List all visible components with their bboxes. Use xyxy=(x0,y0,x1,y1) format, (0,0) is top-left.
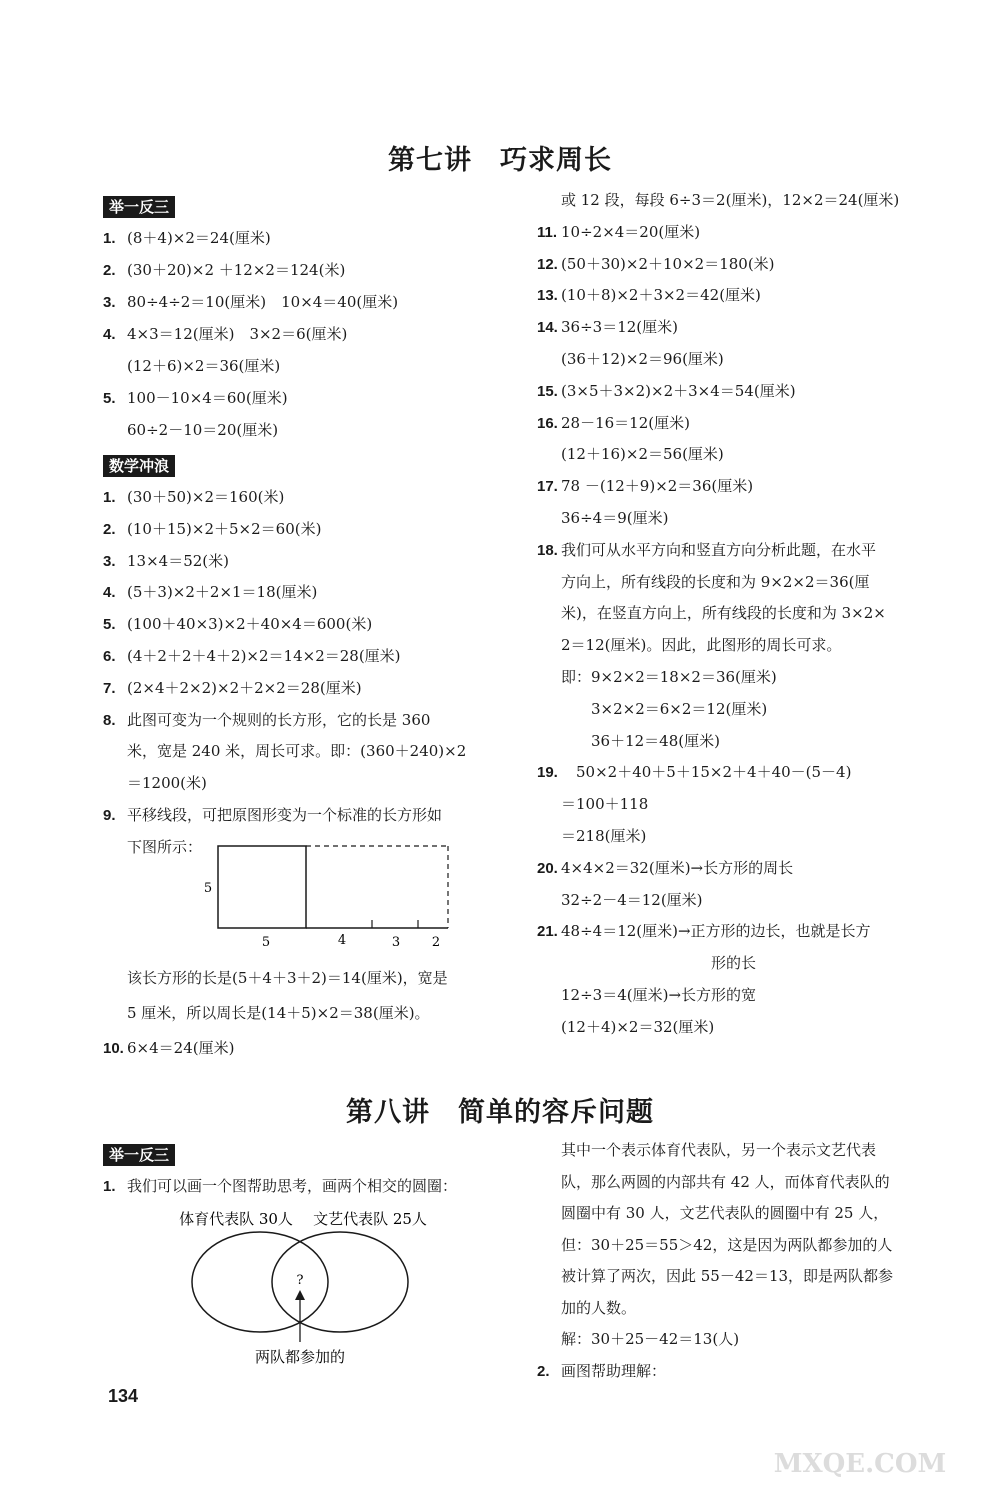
l7-left2-line xyxy=(103,678,362,699)
venn-circle-arts xyxy=(272,1232,408,1332)
item-number: 6. xyxy=(103,648,116,665)
item-text: 48÷4＝12(厘米)→正方形的边长，也就是长方 xyxy=(561,922,871,941)
l7-right-line xyxy=(537,349,724,369)
item-text: 2＝12(厘米)。因此，此图形的周长可求。 xyxy=(561,636,842,655)
l7-left1-line xyxy=(103,228,271,249)
item-number: 9. xyxy=(103,807,116,824)
l7-right-line xyxy=(537,635,841,655)
item-number: 3. xyxy=(103,552,116,570)
item-text: 此图可变为一个规则的长方形，它的长是 360 xyxy=(127,710,431,729)
item-number: 1. xyxy=(103,489,116,506)
item-text: 或 12 段，每段 6÷3＝2(厘米)，12×2＝24(厘米) xyxy=(561,191,900,209)
item-text: 我们可从水平方向和竖直方向分析此题，在水平 xyxy=(561,540,877,559)
item-text: 10÷2×4＝20(厘米) xyxy=(561,222,701,241)
item-text: (12＋6)×2＝36(厘米) xyxy=(127,357,281,375)
lecture8-title: 第八讲 简单的容斥问题 xyxy=(346,1097,654,1128)
l7-left2-line xyxy=(103,487,284,508)
item-text: 下图所示： xyxy=(127,837,203,856)
l8-right-line xyxy=(537,1361,666,1382)
l7-right-line xyxy=(537,699,767,719)
item-number: 4. xyxy=(103,584,116,602)
item-text: (4＋2＋2＋4＋2)×2＝14×2＝28(厘米) xyxy=(127,647,401,665)
venn-circle-sports xyxy=(192,1232,328,1332)
l8-right-line xyxy=(537,1140,876,1160)
venn-label-right: 文艺代表队 25人 xyxy=(313,1210,427,1228)
venn-diagram xyxy=(170,1200,430,1370)
venn-label-left: 体育代表队 30人 xyxy=(179,1210,293,1228)
l7-left2-line xyxy=(103,519,321,540)
l7-left1-line xyxy=(103,292,398,313)
item-text: 队，那么两圆的内部共有 42 人，而体育代表队的 xyxy=(561,1172,890,1191)
item-text: (12＋4)×2＝32(厘米) xyxy=(561,1017,715,1036)
item-number: 14. xyxy=(537,319,558,337)
venn-pointer-label: 两队都参加的 xyxy=(254,1348,346,1366)
item-number: 18. xyxy=(537,541,558,559)
item-number: 11. xyxy=(537,223,558,241)
item-number: 5. xyxy=(103,390,116,407)
l8-right-line xyxy=(537,1329,739,1349)
item-number: 8. xyxy=(103,711,116,729)
item-text: 米)，在竖直方向上，所有线段的长度和为 3×2× xyxy=(561,604,886,623)
l7-left1-line xyxy=(103,260,345,281)
item-text: 加的人数。 xyxy=(561,1298,637,1317)
item-text: 被计算了两次，因此 55－42＝13，即是两队都参 xyxy=(561,1267,894,1285)
l7-right-line xyxy=(537,667,777,687)
watermark-logo xyxy=(740,1420,980,1480)
item-text: (8＋4)×2＝24(厘米) xyxy=(127,229,271,247)
l7-right-line xyxy=(537,540,876,561)
item-number: 4. xyxy=(103,326,116,343)
item-text: ＝100＋118 xyxy=(561,795,649,814)
item-text: (50＋30)×2＋10×2＝180(米) xyxy=(561,254,775,273)
item-text: 80÷4÷2＝10(厘米) 10×4＝40(厘米) xyxy=(127,293,399,311)
l7-right-line xyxy=(537,953,756,973)
item-text: 32÷2－4＝12(厘米) xyxy=(561,890,703,909)
item-number: 21. xyxy=(537,923,558,941)
l7-right-line xyxy=(537,222,700,243)
item-text: 我们可以画一个图帮助思考，画两个相交的圆圈： xyxy=(127,1177,458,1195)
l8-right-line xyxy=(537,1172,890,1192)
item-text: (3×5＋3×2)×2＋3×4＝54(厘米) xyxy=(561,381,796,400)
l7-right-line xyxy=(537,285,761,306)
item-number: 2. xyxy=(103,520,116,538)
l7-left3-line xyxy=(103,968,448,988)
item-number: 3. xyxy=(103,294,116,311)
l7-left1-line xyxy=(103,356,280,376)
item-text: 方向上，所有线段的长度和为 9×2×2＝36(厘 xyxy=(561,572,870,591)
item-text: 6×4＝24(厘米) xyxy=(127,1039,235,1057)
l7-right-line xyxy=(537,572,869,592)
fig9-side-label: 5 xyxy=(203,881,213,896)
fig9-bottom-label-3: 3 xyxy=(391,935,401,950)
item-text: ＝218(厘米) xyxy=(561,827,647,845)
item-text: (30＋20)×2 ＋12×2＝124(米) xyxy=(127,261,346,279)
l8-right-line xyxy=(537,1235,892,1255)
l8-right-line xyxy=(537,1203,888,1223)
item-text: 即：9×2×2＝18×2＝36(厘米) xyxy=(561,668,777,686)
l7-right-line xyxy=(537,921,871,942)
fig9-bottom-label-4: 2 xyxy=(431,935,441,950)
l7-left2-line xyxy=(103,582,317,603)
item-text: 形的长 xyxy=(561,954,757,973)
l7-left1-line xyxy=(103,324,347,345)
l7-right-line xyxy=(537,1017,714,1037)
l7-right-line xyxy=(537,603,886,623)
venn-pointer-arrow xyxy=(295,1290,305,1300)
l8-right-line xyxy=(537,1298,636,1318)
item-text: 米，宽是 240 米，周长可求。即：(360＋240)×2 xyxy=(127,742,467,761)
item-number: 2. xyxy=(103,262,116,279)
item-text: 4×3＝12(厘米) 3×2＝6(厘米) xyxy=(127,325,348,343)
l7-right-line xyxy=(537,444,724,464)
item-text: (10＋15)×2＋5×2＝60(米) xyxy=(127,519,322,538)
l7-left2-line xyxy=(103,646,401,667)
l8-right-line xyxy=(537,1266,893,1286)
l7-right-line xyxy=(537,762,851,783)
watermark-text: MXQE.COM xyxy=(773,1449,947,1479)
item-text: 36÷3＝12(厘米) xyxy=(561,318,678,337)
item-number: 19. xyxy=(537,764,558,782)
item-text: 78 －(12＋9)×2＝36(厘米) xyxy=(561,477,754,496)
l7-left2-line xyxy=(103,773,207,793)
l7-left3-line xyxy=(103,1038,234,1059)
item-number: 17. xyxy=(537,478,558,496)
l7-left2-line xyxy=(103,741,466,761)
item-number: 1. xyxy=(103,230,116,247)
item-text: 36＋12＝48(厘米) xyxy=(561,731,720,750)
item-text: 该长方形的长是(5＋4＋3＋2)＝14(厘米)，宽是 xyxy=(127,969,448,987)
fig9-rectangle-diagram xyxy=(200,840,460,950)
item-text: (36＋12)×2＝96(厘米) xyxy=(561,350,724,368)
item-number: 7. xyxy=(103,679,116,697)
item-text: 100－10×4＝60(厘米) xyxy=(127,389,288,407)
l7-left3-line xyxy=(103,1003,430,1023)
item-text: 4×4×2＝32(厘米)→长方形的周长 xyxy=(561,858,794,877)
l7-right-line xyxy=(537,508,668,528)
l7-left2-line xyxy=(103,551,229,572)
item-number: 5. xyxy=(103,616,116,634)
item-text: (5＋3)×2＋2×1＝18(厘米) xyxy=(127,583,318,602)
l7-right-line xyxy=(537,413,690,434)
item-text: 其中一个表示体育代表队，另一个表示文艺代表 xyxy=(561,1141,877,1159)
item-text: 解：30＋25－42＝13(人) xyxy=(561,1330,740,1348)
l7-right-line xyxy=(537,254,775,275)
l7-left2-line xyxy=(103,614,372,635)
l7-left1-line xyxy=(103,388,288,409)
item-text: 3×2×2＝6×2＝12(厘米) xyxy=(561,699,768,718)
l8-left-line xyxy=(103,1176,457,1197)
lecture7-title: 第七讲 巧求周长 xyxy=(388,145,612,176)
item-number: 2. xyxy=(537,1362,550,1380)
item-text: (12＋16)×2＝56(厘米) xyxy=(561,445,724,464)
item-text: ＝1200(米) xyxy=(127,774,207,793)
l7-right-line xyxy=(537,317,678,338)
fig9-solid-rect xyxy=(218,846,306,928)
item-text: 画图帮助理解： xyxy=(561,1361,667,1380)
fig9-bottom-label-2: 4 xyxy=(337,933,347,948)
l7-right-line xyxy=(537,794,648,814)
item-text: (30＋50)×2＝160(米) xyxy=(127,488,285,506)
l7-right-line xyxy=(537,476,753,497)
item-number: 20. xyxy=(537,859,558,877)
l7-right-line xyxy=(537,381,796,402)
fig9-bottom-label-1: 5 xyxy=(261,935,271,950)
venn-center-label: ? xyxy=(296,1273,304,1288)
item-text: 5 厘米，所以周长是(14＋5)×2＝38(厘米)。 xyxy=(127,1004,430,1022)
l7-left2-line xyxy=(103,805,442,826)
l7-right-line xyxy=(537,858,793,879)
item-text: 但：30＋25＝55＞42，这是因为两队都参加的人 xyxy=(561,1235,893,1254)
section-tag-jyfs-2: 举一反三 xyxy=(103,1144,175,1166)
item-text: 28－16＝12(厘米) xyxy=(561,413,690,432)
item-text: 50×2＋40＋5＋15×2＋4＋40－(5－4) xyxy=(561,763,852,782)
item-text: (2×4＋2×2)×2＋2×2＝28(厘米) xyxy=(127,678,362,697)
l7-right-line xyxy=(537,985,756,1005)
item-number: 13. xyxy=(537,287,558,305)
item-number: 16. xyxy=(537,414,558,432)
page-number: 134 xyxy=(108,1386,139,1406)
l7-left2-line xyxy=(103,710,430,731)
item-number: 10. xyxy=(103,1040,124,1057)
item-text: 圆圈中有 30 人，文艺代表队的圆圈中有 25 人， xyxy=(561,1204,889,1222)
l7-right-line xyxy=(537,731,720,751)
l7-right-line xyxy=(537,826,646,846)
item-number: 12. xyxy=(537,255,558,273)
l7-right-line xyxy=(537,890,703,910)
item-number: 15. xyxy=(537,382,558,400)
l7-left2-line xyxy=(103,837,202,857)
item-text: 60÷2－10＝20(厘米) xyxy=(127,421,279,439)
section-tag-sxcl: 数学冲浪 xyxy=(103,455,175,477)
item-number: 1. xyxy=(103,1178,116,1195)
item-text: 13×4＝52(米) xyxy=(127,551,229,570)
section-tag-jyfs-1: 举一反三 xyxy=(103,196,175,218)
item-text: 12÷3＝4(厘米)→长方形的宽 xyxy=(561,986,757,1004)
item-text: 36÷4＝9(厘米) xyxy=(561,509,669,527)
l7-left1-line xyxy=(103,420,278,440)
item-text: (10＋8)×2＋3×2＝42(厘米) xyxy=(561,286,761,305)
item-text: 平移线段，可把原图形变为一个标准的长方形如 xyxy=(127,806,443,824)
l7-right-line xyxy=(537,190,899,210)
item-text: (100＋40×3)×2＋40×4＝600(米) xyxy=(127,615,373,634)
